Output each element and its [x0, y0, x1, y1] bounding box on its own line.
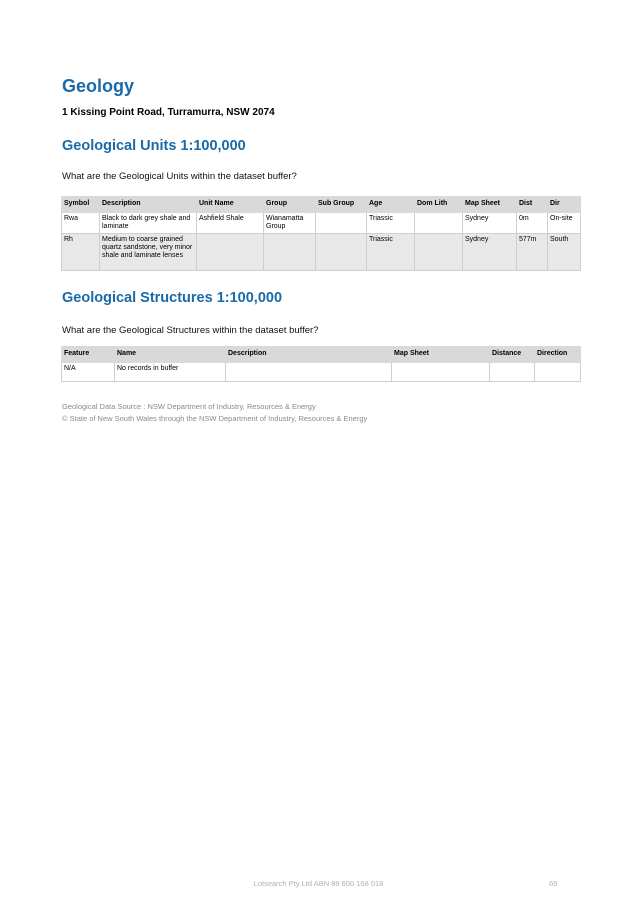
cell-map-sheet: Sydney [463, 234, 517, 271]
cell-dist: 577m [517, 234, 548, 271]
cell-description: Black to dark grey shale and laminate [100, 213, 197, 234]
col-header-group: Group [264, 197, 316, 213]
cell-group [264, 234, 316, 271]
page-number: 69 [549, 879, 558, 888]
cell-map-sheet: Sydney [463, 213, 517, 234]
cell-dom-lith [415, 213, 463, 234]
table-header-row [62, 197, 581, 213]
geological-structures-heading: Geological Structures 1:100,000 [62, 290, 283, 306]
footer-company: Lotsearch Pty Ltd ABN 89 600 168 018 [253, 879, 384, 888]
col-header-map-sheet: Map Sheet [392, 347, 490, 363]
cell-dist: 0m [517, 213, 548, 234]
col-header-feature: Feature [62, 347, 115, 363]
cell-dir: On-site [548, 213, 581, 234]
geological-units-question: What are the Geological Units within the dataset buffer? [62, 171, 297, 182]
cell-distance [490, 363, 535, 382]
geological-structures-question: What are the Geological Structures within the dataset buffer? [62, 325, 319, 336]
cell-symbol: Rwa [62, 213, 100, 234]
cell-name: No records in buffer [115, 363, 226, 382]
col-header-dom-lith: Dom Lith [415, 197, 463, 213]
page-title: Geology [62, 76, 135, 96]
col-header-description: Description [100, 197, 197, 213]
col-header-direction: Direction [535, 347, 581, 363]
table-header-row [62, 347, 581, 363]
site-address: 1 Kissing Point Road, Turramurra, NSW 2074 [62, 107, 275, 118]
col-header-symbol: Symbol [62, 197, 100, 213]
col-header-dist: Dist [517, 197, 548, 213]
cell-unit-name [197, 234, 264, 271]
cell-sub-group [316, 234, 367, 271]
cell-age: Triassic [367, 234, 415, 271]
cell-sub-group [316, 213, 367, 234]
cell-direction [535, 363, 581, 382]
copyright-note: © State of New South Wales through the NSW Department of Industry, Resources & Energy [62, 414, 368, 423]
col-header-map-sheet: Map Sheet [463, 197, 517, 213]
col-header-name: Name [115, 347, 226, 363]
cell-map-sheet [392, 363, 490, 382]
col-header-sub-group: Sub Group [316, 197, 367, 213]
cell-group: Wianamatta Group [264, 213, 316, 234]
geological-units-table [61, 196, 581, 271]
table-row [62, 363, 581, 382]
cell-description: Medium to coarse grained quartz sandstone, very minor shale and laminate lenses [100, 234, 197, 271]
cell-dir: South [548, 234, 581, 271]
table-row [62, 213, 581, 234]
col-header-dir: Dir [548, 197, 581, 213]
cell-description [226, 363, 392, 382]
cell-unit-name: Ashfield Shale [197, 213, 264, 234]
table-row [62, 234, 581, 271]
cell-age: Triassic [367, 213, 415, 234]
cell-dom-lith [415, 234, 463, 271]
cell-symbol: Rh [62, 234, 100, 271]
col-header-distance: Distance [490, 347, 535, 363]
col-header-unit-name: Unit Name [197, 197, 264, 213]
geological-structures-table [61, 346, 581, 382]
cell-feature: N/A [62, 363, 115, 382]
data-source-note: Geological Data Source : NSW Department of Industry, Resources & Energy [62, 402, 316, 411]
col-header-description: Description [226, 347, 392, 363]
geological-units-heading: Geological Units 1:100,000 [62, 138, 246, 154]
col-header-age: Age [367, 197, 415, 213]
